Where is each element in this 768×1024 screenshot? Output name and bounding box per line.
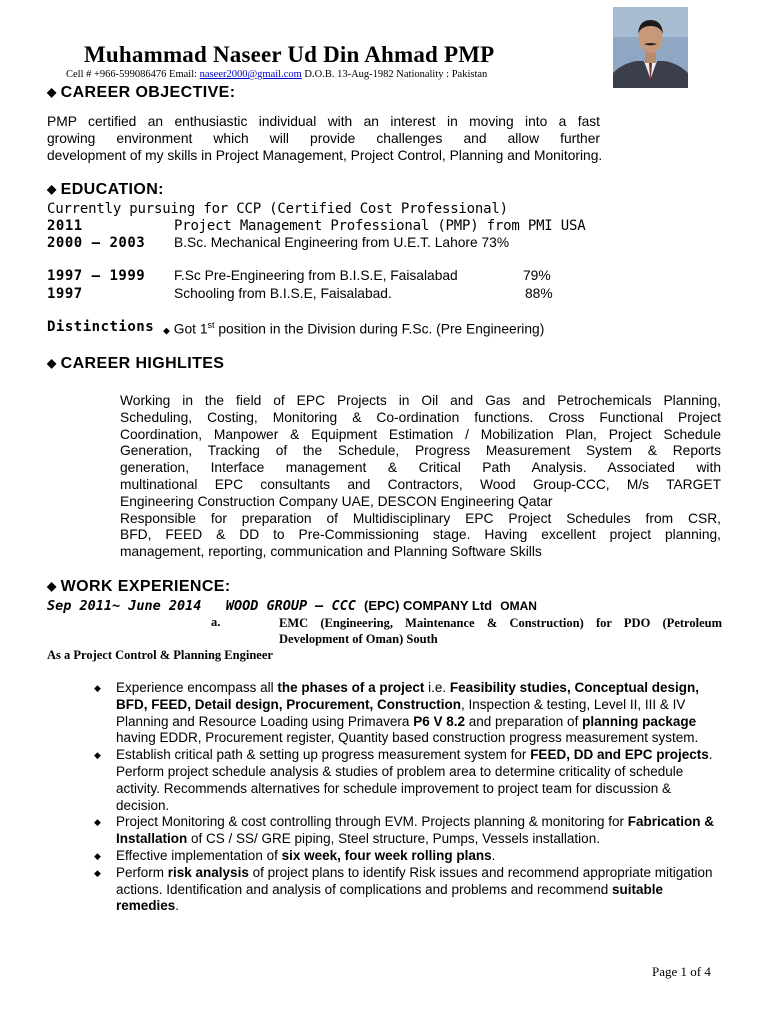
page-number: Page 1 of 4 (652, 964, 711, 979)
nationality: Nationality : Pakistan (396, 69, 488, 80)
bold-text-segment: Conceptual design, BFD, FEED, Detail design, Procurement, Construction (116, 680, 699, 712)
job-role: As a Project Control & Planning Engineer (47, 648, 273, 662)
text-segment: having EDDR, Procurement register, Quantity based construction progress measurement system. (116, 730, 699, 746)
education-percentage: 88% (525, 286, 553, 301)
education-year: 1997 (47, 286, 83, 302)
objective-line: development of my skills in Project Management, Project Control, Planning and Monitoring. (47, 148, 603, 163)
text-segment: . (175, 898, 180, 914)
responsibility-list (94, 680, 724, 915)
project-description: EMC (Engineering, Maintenance & Construction) for PDO (Petroleum Development of Oman) South (279, 616, 722, 646)
job-company: WOOD GROUP – CCC (225, 598, 356, 614)
text-segment: Project Monitoring & cost controlling through EVM. Projects planning & monitoring for (116, 814, 628, 830)
highlights-line: BFD, FEED & DD to Pre-Commissioning stage. Having excellent project planning, (120, 527, 721, 543)
highlights-line: generation, Interface management & Critical Path Analysis. Associated with (120, 460, 721, 476)
project-letter: a. (211, 615, 221, 629)
education-year: 2000 – 2003 (47, 235, 146, 251)
education-year: 2011 (47, 218, 83, 234)
text-segment: Establish critical path & setting up progress measurement system for (116, 747, 531, 763)
highlights-line: Working in the field of EPC Projects in Oil and Gas and Petrochemicals Planning, (120, 393, 721, 408)
education-detail: B.Sc. Mechanical Engineering from U.E.T. Lahore 73% (174, 235, 510, 250)
text-segment: Perform (116, 864, 168, 880)
bold-text-segment: planning package (582, 713, 697, 729)
cell-number: Cell # +966-599086476 (66, 69, 167, 80)
objective-line: PMP certified an enthusiastic individual with an interest in moving into a fast (47, 114, 600, 129)
diamond-bullet-icon: ◆ (163, 325, 170, 336)
education-year: 1997 – 1999 (47, 268, 146, 284)
highlights-line: management, reporting, communication and Planning Software Skills (120, 544, 542, 560)
text-segment: and preparation of (464, 713, 583, 729)
bold-text-segment: P6 V 8.2 (413, 713, 465, 729)
job-company-type: (EPC) COMPANY Ltd (364, 598, 493, 613)
contact-line (66, 69, 487, 80)
highlights-paragraph (120, 393, 721, 561)
text-segment: , Inspection & testing, Level II, III & IV Planning and Resource Loading using Primavera (116, 696, 686, 729)
job-period: Sep 2011~ June 2014 (47, 598, 202, 614)
diamond-bullet-icon: ◆ (47, 579, 57, 593)
job-country: OMAN (500, 599, 537, 613)
text-segment: . (491, 847, 496, 863)
highlights-line: Responsible for preparation of Multidisciplinary EPC Project Schedules from CSR, (120, 510, 721, 526)
email-link[interactable]: naseer2000@gmail.com (199, 69, 302, 80)
profile-photo (613, 7, 688, 88)
diamond-bullet-icon: ◆ (47, 85, 57, 99)
candidate-name: Muhammad Naseer Ud Din Ahmad PMP (84, 42, 495, 67)
diamond-bullet-icon: ◆ (94, 850, 101, 861)
bold-text-segment: six week, four week rolling plans (281, 847, 492, 863)
distinction-item: ◆ Got 1st position in the Division during F.Sc. (Pre Engineering) (163, 320, 545, 337)
dob: D.O.B. 13-Aug-1982 (304, 69, 394, 80)
section-career-highlights: ◆ CAREER HIGHLITES (47, 355, 225, 372)
text-segment: of project plans to identify Risk issues and recommend appropriate mitigation actions. Identification and analysis of complications and problems and recommend (116, 864, 713, 897)
education-percentage: 79% (523, 268, 551, 283)
diamond-bullet-icon: ◆ (47, 182, 57, 196)
diamond-bullet-icon: ◆ (94, 817, 101, 828)
text-segment: . Perform project schedule analysis & studies of problem area to determine criticality of schedule activity. Recommends alternatives for schedule improvement to project team for discussion & decision. (116, 747, 713, 813)
text-segment: i.e. (424, 680, 450, 695)
diamond-bullet-icon: ◆ (94, 683, 101, 693)
responsibility-item (94, 814, 724, 848)
highlights-line: Generation, Tracking of the Schedule, Progress Measurement System & Reports (120, 443, 721, 459)
text-segment: Experience encompass all (116, 680, 278, 695)
bold-text-segment: risk analysis (167, 864, 249, 880)
education-detail: Schooling from B.I.S.E, Faisalabad. (174, 286, 392, 301)
text-segment: Effective implementation of (116, 847, 282, 863)
education-current: Currently pursuing for CCP (Certified Cost Professional) (47, 201, 508, 217)
highlights-line: Coordination, Manpower & Equipment Estimation / Mobilization Plan, Project Schedule (120, 426, 721, 442)
highlights-line: Engineering Construction Company UAE, DESCON Engineering Qatar (120, 493, 553, 509)
bold-text-segment: Feasibility studies, (449, 680, 571, 695)
responsibility-item (94, 747, 724, 814)
education-detail: F.Sc Pre-Engineering from B.I.S.E, Faisalabad (174, 268, 458, 283)
bold-text-segment: Fabrication & Installation (116, 814, 715, 847)
distinctions-label: Distinctions (47, 319, 155, 335)
responsibility-item (94, 680, 724, 747)
bold-text-segment: FEED, DD and EPC projects (530, 747, 709, 763)
responsibility-item (94, 865, 724, 915)
responsibility-item (94, 848, 724, 865)
text-segment: of CS / SS/ GRE piping, Steel structure, Pumps, Vessels installation. (187, 831, 600, 847)
diamond-bullet-icon: ◆ (94, 750, 101, 761)
bold-text-segment: the phases of a project (277, 680, 425, 695)
objective-paragraph (47, 113, 603, 164)
highlights-line: Scheduling, Costing, Monitoring & Co-ordination functions. Cross Functional Project (120, 409, 721, 425)
education-detail: Project Management Professional (PMP) from PMI USA (174, 218, 586, 234)
bold-text-segment: suitable remedies (116, 881, 664, 914)
job-header (47, 598, 537, 614)
diamond-bullet-icon: ◆ (94, 867, 101, 878)
objective-line: growing environment which will provide challenges and allow further (47, 131, 600, 146)
section-work-experience: ◆ WORK EXPERIENCE: (47, 578, 231, 595)
highlights-line: multinational EPC consultants and Contractors, Wood Group-CCC, M/s TARGET (120, 476, 721, 492)
email-label: Email: (169, 69, 198, 80)
section-education: ◆ EDUCATION: (47, 181, 164, 198)
section-career-objective: ◆ CAREER OBJECTIVE: (47, 84, 236, 101)
diamond-bullet-icon: ◆ (47, 356, 57, 370)
